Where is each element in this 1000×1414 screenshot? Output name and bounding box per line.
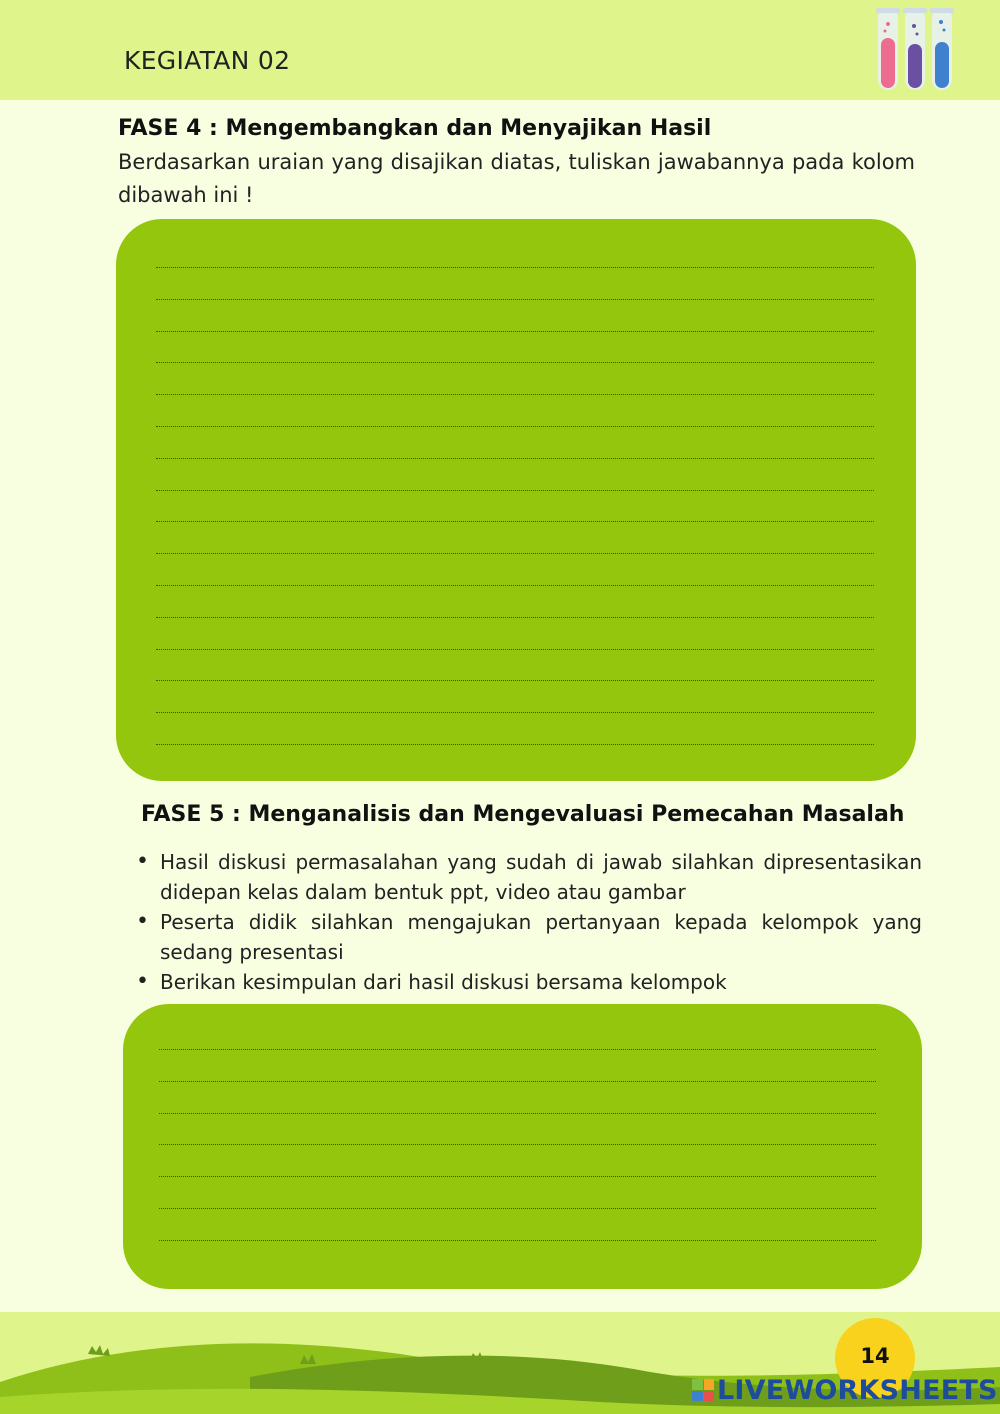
bullet-item: • Berikan kesimpulan dari hasil diskusi bersama kelompok	[136, 967, 922, 997]
writing-line[interactable]	[156, 553, 874, 554]
writing-line[interactable]	[156, 585, 874, 586]
phase4-answer-box[interactable]	[116, 219, 916, 781]
phase4-title: FASE 4 : Mengembangkan dan Menyajikan Hasil	[118, 116, 712, 141]
phase4-instruction: Berdasarkan uraian yang disajikan diatas, tuliskan jawabannya pada kolom dibawah ini !	[118, 150, 915, 207]
bullet-item: • Peserta didik silahkan mengajukan pertanyaan kepada kelompok yang sedang presentasi	[136, 907, 922, 967]
writing-line[interactable]	[156, 649, 874, 650]
phase5-answer-box[interactable]	[123, 1004, 922, 1289]
writing-line[interactable]	[156, 521, 874, 522]
writing-line[interactable]	[156, 426, 874, 427]
writing-line[interactable]	[159, 1049, 876, 1050]
page-number: 14	[860, 1344, 890, 1368]
page-header	[0, 0, 1000, 100]
writing-line[interactable]	[159, 1081, 876, 1082]
writing-line[interactable]	[159, 1208, 876, 1209]
writing-line[interactable]	[156, 299, 874, 300]
writing-line[interactable]	[156, 394, 874, 395]
writing-line[interactable]	[156, 331, 874, 332]
writing-line[interactable]	[156, 490, 874, 491]
writing-line[interactable]	[156, 680, 874, 681]
writing-line[interactable]	[156, 712, 874, 713]
brand-name: LIVEWORKSHEETS	[717, 1374, 998, 1406]
liveworksheets-brand[interactable]	[692, 1373, 998, 1407]
writing-line[interactable]	[156, 458, 874, 459]
writing-line[interactable]	[159, 1176, 876, 1177]
activity-title: KEGIATAN 02	[124, 46, 291, 75]
phase5-title: FASE 5 : Menganalisis dan Mengevaluasi Pemecahan Masalah	[141, 802, 905, 827]
writing-line[interactable]	[156, 617, 874, 618]
writing-line[interactable]	[159, 1144, 876, 1145]
phase5-bullet-list	[136, 847, 922, 997]
liveworksheets-logo-icon	[692, 1379, 714, 1401]
writing-line[interactable]	[159, 1240, 876, 1241]
writing-line[interactable]	[156, 267, 874, 268]
writing-line[interactable]	[159, 1113, 876, 1114]
test-tubes-icon	[870, 4, 960, 94]
writing-line[interactable]	[156, 744, 874, 745]
bullet-item: • Hasil diskusi permasalahan yang sudah di jawab silahkan dipresentasikan didepan kelas dalam bentuk ppt, video atau gambar	[136, 847, 922, 907]
writing-line[interactable]	[156, 362, 874, 363]
